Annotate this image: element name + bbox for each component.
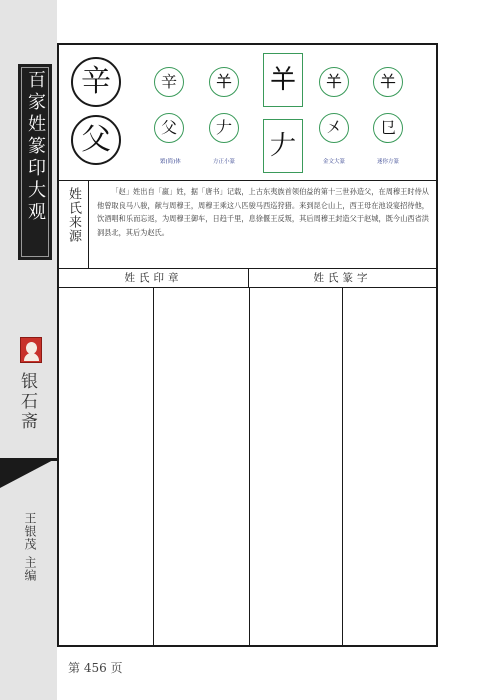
variant-2-char-1: 𢆉 bbox=[209, 67, 239, 97]
seal-column-header: 姓氏印章 bbox=[59, 269, 249, 288]
variant-1-caption: 繁(简)体 bbox=[160, 159, 181, 165]
variant-1-char-1: 辛 bbox=[154, 67, 184, 97]
variant-3-char-2: 𠂇 bbox=[263, 119, 303, 173]
logo-face bbox=[26, 342, 37, 354]
variant-4-char-2: 㐅 bbox=[319, 113, 349, 143]
variant-4-char-1: 𢆉 bbox=[319, 67, 349, 97]
variant-3-char-1: 𢆉 bbox=[263, 53, 303, 107]
script-column-header: 姓氏篆字 bbox=[249, 269, 436, 288]
logo-shoulder bbox=[24, 353, 39, 361]
surname-character-panel bbox=[59, 45, 436, 181]
modern-char-1: 辛 bbox=[71, 57, 121, 107]
series-title-box bbox=[18, 64, 52, 260]
grid-divider-3 bbox=[342, 288, 343, 645]
main-frame bbox=[57, 43, 438, 647]
grid-divider-2 bbox=[249, 288, 250, 645]
studio-seal-logo bbox=[20, 337, 42, 363]
variant-5-char-1: 𢆉 bbox=[373, 67, 403, 97]
series-title: 百家姓篆印大观 bbox=[25, 70, 46, 224]
grid-divider-1 bbox=[153, 288, 154, 645]
divider-wedge bbox=[0, 458, 57, 488]
variant-2-char-2: 𠂇 bbox=[209, 113, 239, 143]
surname-source-section bbox=[59, 181, 436, 269]
variant-4-caption: 金文大篆 bbox=[323, 159, 346, 165]
source-text: 「赵」姓出自「嬴」姓，据「唐书」记载，上古东夷族首领伯益的第十三世孙造父，在周穆王时侍从他曾取良马八骏，献与周穆王，周穆王乘这八匹骏马西巡狩猎。来到昆仑山上，西王母在池设宴招待他，饮酒唱和乐而忘返，为周穆王御车，日趋千里，息徐偃王反叛，其后周穆王封造父于赵城，既今山西省洪洞县北，其后为赵氏。 bbox=[97, 187, 429, 237]
variant-2-caption: 方正小篆 bbox=[213, 159, 236, 165]
modern-char-2: 父 bbox=[71, 115, 121, 165]
page-number: 第 456 页 bbox=[68, 661, 123, 675]
source-label: 姓氏来源 bbox=[66, 187, 81, 243]
variant-5-caption: 迷你方篆 bbox=[377, 159, 400, 165]
editor-credit: 王银茂 主编 bbox=[23, 512, 37, 582]
variant-5-char-2: 㔾 bbox=[373, 113, 403, 143]
variant-1-char-2: 父 bbox=[154, 113, 184, 143]
studio-name: 银石斋 bbox=[17, 372, 37, 432]
source-label-cell bbox=[59, 181, 89, 268]
